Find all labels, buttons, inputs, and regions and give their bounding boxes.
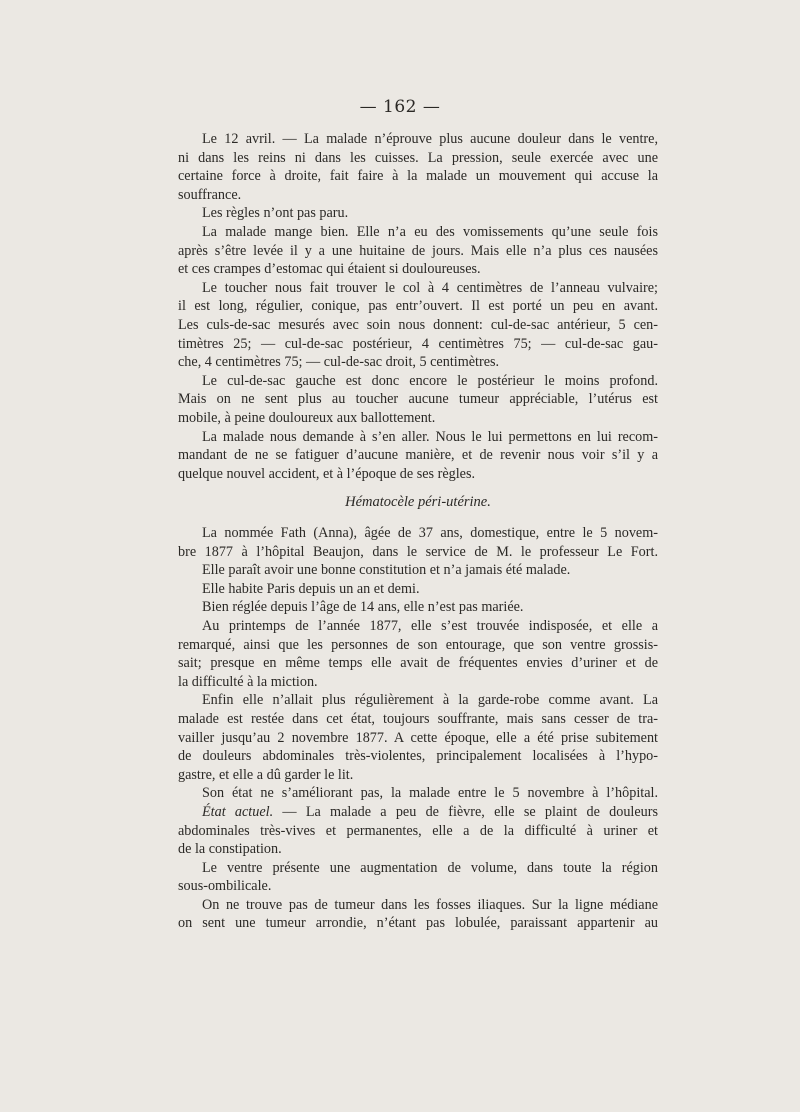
page-number: — 162 —: [359, 97, 441, 117]
text-line: Le cul-de-sac gauche est donc encore le postérieur le moins profond.: [202, 372, 658, 389]
text-line: La malade mange bien. Elle n’a eu des vomissements qu’une seule fois: [202, 223, 658, 240]
text-line: on sent une tumeur arrondie, n’étant pas lobulée, paraissant appartenir au: [178, 915, 658, 932]
text-line: mandant de ne se fatiguer d’aucune manière, et de revenir nous voir s’il y a: [178, 447, 658, 464]
text-line: La malade nous demande à s’en aller. Nous le lui permettons en lui recom-: [202, 428, 658, 445]
text-line: la difficulté à la miction.: [178, 673, 318, 690]
text-line: certaine force à droite, fait faire à la malade un mouvement qui accuse la: [178, 168, 658, 185]
text-line: bre 1877 à l’hôpital Beaujon, dans le service de M. le professeur Le Fort.: [178, 543, 658, 560]
text-line: Le toucher nous fait trouver le col à 4 centimètres de l’anneau vulvaire;: [202, 279, 658, 296]
text-line: Le 12 avril. — La malade n’éprouve plus aucune douleur dans le ventre,: [202, 131, 658, 147]
text-line: abdominales très-vives et permanentes, elle a de la difficulté à uriner et: [178, 822, 658, 839]
text-line: quelque nouvel accident, et à l’époque de ses règles.: [178, 465, 476, 482]
text-line: mobile, à peine douloureux aux ballottement.: [178, 409, 436, 426]
text-line: de la constipation.: [178, 841, 282, 858]
text-line: Elle habite Paris depuis un an et demi.: [202, 580, 420, 597]
text-line: Elle paraît avoir une bonne constitution et n’a jamais été malade.: [202, 562, 571, 579]
text-line: Les règles n’ont pas paru.: [202, 205, 349, 222]
section-title: Hématocèle péri-utérine.: [345, 494, 491, 510]
text-section-1: [178, 130, 658, 483]
text-line: sait; presque en même temps elle avait de fréquentes envies d’uriner et de: [178, 655, 658, 672]
text-line: ni dans les reins ni dans les cuisses. La pression, seule exercée avec une: [178, 149, 658, 166]
text-line: Le ventre présente une augmentation de volume, dans toute la région: [202, 859, 658, 876]
text-line: Bien réglée depuis l’âge de 14 ans, elle n’est pas mariée.: [202, 599, 524, 616]
text-line: malade est restée dans cet état, toujours souffrante, mais sans cesser de tra-: [178, 710, 658, 727]
text-line: che, 4 centimètres 75; — cul-de-sac droit, 5 centimètres.: [178, 354, 500, 371]
text-line: timètres 25; — cul-de-sac postérieur, 4 centimètres 75; — cul-de-sac gau-: [178, 335, 658, 352]
text-line: remarqué, ainsi que les personnes de son entourage, que son ventre grossis-: [178, 636, 658, 653]
text-line: Les culs-de-sac mesurés avec soin nous donnent: cul-de-sac antérieur, 5 cen-: [178, 316, 658, 333]
text-line: sous-ombilicale.: [178, 878, 272, 895]
text-section-2: [178, 524, 658, 933]
text-line: Au printemps de l’année 1877, elle s’est trouvée indisposée, et elle a: [202, 617, 658, 634]
text-line: vailler jusqu’au 2 novembre 1877. A cette époque, elle a été prise subitement: [178, 729, 658, 746]
text-line: Enfin elle n’allait plus régulièrement à la garde-robe comme avant. La: [202, 692, 658, 709]
text-line: On ne trouve pas de tumeur dans les fosses iliaques. Sur la ligne médiane: [202, 896, 658, 913]
text-line: La nommée Fath (Anna), âgée de 37 ans, domestique, entre le 5 novem-: [202, 525, 658, 541]
text-line: de douleurs abdominales très-violentes, principalement localisées à l’hypo-: [178, 748, 658, 765]
text-line: souffrance.: [178, 186, 242, 203]
text-line: Son état ne s’améliorant pas, la malade entre le 5 novembre à l’hôpital.: [202, 785, 658, 802]
text-line: après s’être levée il y a une huitaine de jours. Mais elle n’a plus ces nausées: [178, 242, 658, 259]
text-line: il est long, régulier, conique, pas entr’ouvert. Il est porté un peu en avant.: [178, 298, 658, 315]
text-line: gastre, et elle a dû garder le lit.: [178, 766, 354, 783]
text-line: Mais on ne sent plus au toucher aucune tumeur appréciable, l’utérus est: [178, 391, 658, 408]
text-line: État actuel. — La malade a peu de fièvre, elle se plaint de douleurs: [202, 803, 658, 820]
text-line: et ces crampes d’estomac qui étaient si douloureuses.: [178, 261, 481, 278]
